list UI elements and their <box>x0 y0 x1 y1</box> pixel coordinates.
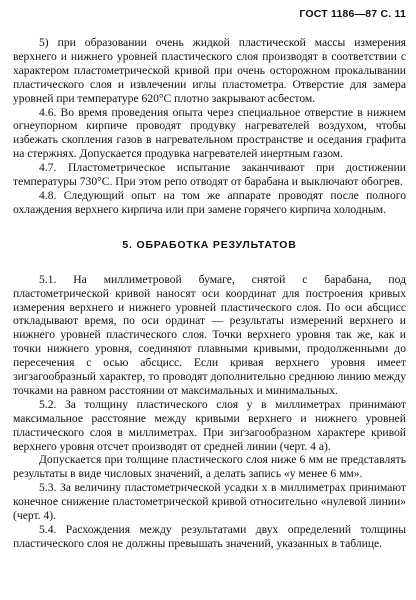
paragraph-item-5: 5) при образовании очень жидкой пластической массы измерения верхнего и нижнего уровней пластического слоя производят в соответствии с характером пластометрической кривой при очень осторожном прокалывании пластического слоя и извлечении иглы пластометра. Отверстие для замера уровней при температуре 620°С плотно закрывают асбестом. <box>13 36 406 105</box>
document-body <box>13 36 406 551</box>
paragraph-5-3: 5.3. За величину пластометрической усадки x в миллиметрах принимают конечное снижение пластометрической кривой относительно «нулевой линии» (черт. 4). <box>13 481 406 523</box>
paragraph-5-1: 5.1. На миллиметровой бумаге, снятой с барабана, под пластометрической кривой наносят оси координат для построения кривых измерения верхнего и нижнего уровней пластического слоя. По оси абсцисс откладывают время, по оси ординат — результаты измерений верхнего и нижнего уровней пластического слоя. Точки верхнего уровня так же, как и точки нижнего уровня, соединяют плавными кривыми, продолженными до пересечения с осью абсцисс. Если кривая верхнего уровня имеет зигзагообразный характер, то проводят дополнительно среднюю линию между точками на равном расстоянии от максимальных и минимальных. <box>13 272 406 397</box>
paragraph-4-6: 4.6. Во время проведения опыта через специальное отверстие в нижнем огнеупорном кирпиче проводят продувку нагревателей воздухом, чтобы избежать скопления газов в нагревательном пространстве и оседания графита на стержнях. Допускается продувка нагревателей инертным газом. <box>13 105 406 161</box>
section-title: 5. ОБРАБОТКА РЕЗУЛЬТАТОВ <box>122 238 297 251</box>
paragraph-4-8: 4.8. Следующий опыт на том же аппарате проводят после полного охлаждения верхнего кирпича или при замене горячего кирпича холодным. <box>13 188 406 216</box>
paragraph-4-7: 4.7. Пластометрическое испытание заканчивают при достижении температуры 730°С. При этом репо отводят от барабана и выключают обогрев. <box>13 161 406 189</box>
paragraph-5-2: 5.2. За толщину пластического слоя y в миллиметрах принимают максимальное расстояние между кривыми верхнего и нижнего уровней пластического слоя в миллиметрах. При зигзагообразном характере кривой верхнего уровня отсчет производят от средней линии (черт. 4 а). <box>13 397 406 453</box>
paragraph-5-2-note: Допускается при толщине пластического слоя ниже 6 мм не представлять результаты в виде числовых значений, а делать запись «у менее 6 мм». <box>13 453 406 481</box>
paragraph-5-4: 5.4. Расхождения между результатами двух определений толщины пластического слоя не должны превышать значений, указанных в таблице. <box>13 523 406 550</box>
page-header: ГОСТ 1186—87 С. 11 <box>299 8 406 20</box>
